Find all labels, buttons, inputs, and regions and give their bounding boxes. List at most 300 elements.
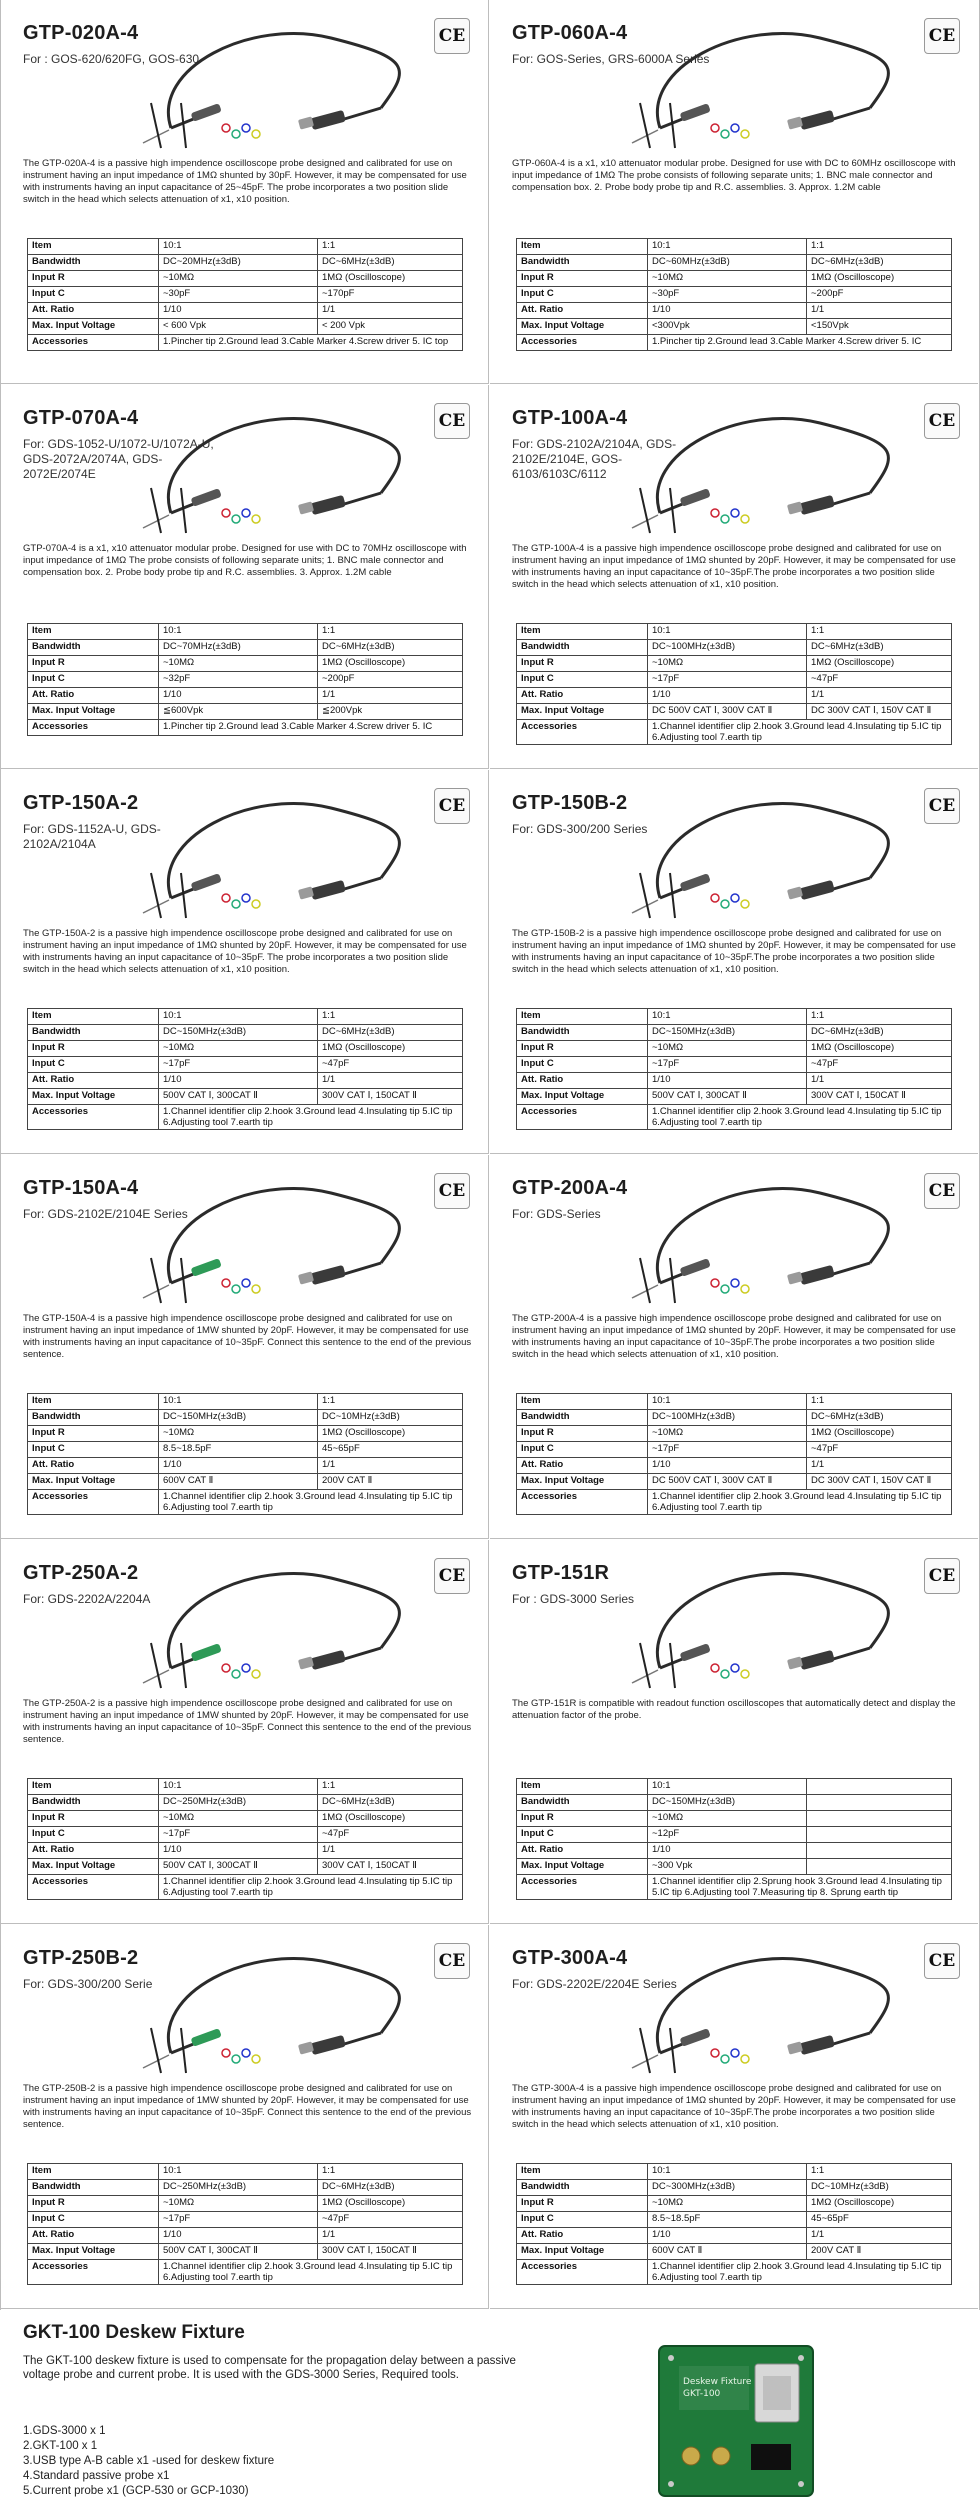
probe-compatibility: For: GDS-Series — [512, 1207, 601, 1221]
spec-row — [28, 704, 463, 720]
spec-label: Input R — [517, 1041, 648, 1057]
probe-photo — [620, 393, 910, 543]
spec-label: Input R — [28, 1811, 159, 1827]
spec-value-10-1: ~10MΩ — [159, 656, 318, 672]
spec-value-1-1: < 200 Vpk — [318, 319, 463, 335]
spec-label: Input C — [517, 2212, 648, 2228]
spec-value-10-1: 1/10 — [159, 303, 318, 319]
spec-value-10-1: 10:1 — [159, 1009, 318, 1025]
spec-row — [28, 2164, 463, 2180]
spec-value-10-1: DC 500V CAT Ⅰ, 300V CAT Ⅱ — [648, 1474, 807, 1490]
spec-value-10-1: DC~60MHz(±3dB) — [648, 255, 807, 271]
spec-value-10-1: DC~300MHz(±3dB) — [648, 2180, 807, 2196]
spec-table — [516, 238, 952, 351]
spec-label: Item — [28, 1394, 159, 1410]
spec-row — [517, 2180, 952, 2196]
spec-value-1-1 — [807, 1843, 952, 1859]
spec-label: Input R — [517, 271, 648, 287]
spec-row — [28, 1041, 463, 1057]
probe-description: The GTP-150A-2 is a passive high impendence oscilloscope probe designed and calibrated for use on instrument having an input impedance of 1MΩ shunted by 20pF. However, it may be compensated for use with instruments having an input capacitance of 10~35pF. The probe incorporates a two position slide switch in the head which selects attenuation of x1, x10 position. — [23, 928, 467, 975]
spec-row — [517, 1458, 952, 1474]
spec-label: Bandwidth — [28, 1795, 159, 1811]
spec-value-1-1: 1/1 — [318, 2228, 463, 2244]
spec-row — [28, 1843, 463, 1859]
spec-value-10-1: 1/10 — [159, 1458, 318, 1474]
spec-value-10-1: 1/10 — [159, 2228, 318, 2244]
spec-row — [28, 2228, 463, 2244]
probe-description: The GTP-100A-4 is a passive high impendence oscilloscope probe designed and calibrated for use on instrument having an input impedance of 1MΩ shunted by 20pF. However, it may be compensated for use with instruments having an input capacitance of 10~35pF.The probe incorporates a two position slide switch in the head which selects attenuation of x1, x10 position. — [512, 543, 956, 590]
gkt-tool-item: 2.GKT-100 x 1 — [23, 2440, 98, 2452]
spec-row — [517, 2164, 952, 2180]
spec-row — [517, 2244, 952, 2260]
spec-value-10-1: DC~70MHz(±3dB) — [159, 640, 318, 656]
probe-card — [490, 0, 978, 384]
spec-label: Att. Ratio — [517, 1073, 648, 1089]
probe-description: GTP-060A-4 is a x1, x10 attenuator modular probe. Designed for use with DC to 60MHz oscilloscope with input impedance of 1MΩ The probe consists of following separate units; 1. BNC male connector and compensation box. 2. Probe body probe tip and R.C. assemblies. 3. Approx. 1.2M cable — [512, 158, 956, 193]
spec-value-10-1: DC~250MHz(±3dB) — [159, 2180, 318, 2196]
spec-row — [28, 1089, 463, 1105]
probe-description: The GTP-200A-4 is a passive high impendence oscilloscope probe designed and calibrated for use on instrument having an input impedance of 1MΩ shunted by 20pF. However, it may be compensated for use with instruments having an input capacitance of 10~35pF.The probe incorporates a two position slide switch in the head which selects attenuation of x1, x10 position. — [512, 1313, 956, 1360]
spec-value-10-1: ~12pF — [648, 1827, 807, 1843]
spec-value-1-1: 1/1 — [807, 1073, 952, 1089]
spec-row — [517, 255, 952, 271]
spec-row — [28, 640, 463, 656]
spec-value-1-1: 1/1 — [807, 2228, 952, 2244]
spec-label: Accessories — [28, 720, 159, 736]
spec-value-1-1: 300V CAT Ⅰ, 150CAT Ⅱ — [807, 1089, 952, 1105]
spec-table — [27, 623, 463, 736]
probe-card — [1, 1540, 489, 1924]
spec-row — [517, 1394, 952, 1410]
probe-card — [1, 1925, 489, 2309]
spec-value-1-1: 1/1 — [807, 303, 952, 319]
spec-value-1-1: DC 300V CAT Ⅰ, 150V CAT Ⅱ — [807, 1474, 952, 1490]
spec-row — [28, 1474, 463, 1490]
probe-title: GTP-060A-4 — [512, 22, 628, 44]
spec-label: Input R — [28, 271, 159, 287]
probe-description: The GTP-151R is compatible with readout function oscilloscopes that automatically detect and display the attenuation factor of the probe. — [512, 1698, 956, 1721]
spec-label: Input C — [517, 1057, 648, 1073]
spec-label: Max. Input Voltage — [517, 704, 648, 720]
spec-value-10-1: 500V CAT Ⅰ, 300CAT Ⅱ — [648, 1089, 807, 1105]
spec-value-1-1: 1MΩ (Oscilloscope) — [318, 1426, 463, 1442]
spec-value-1-1: DC~6MHz(±3dB) — [807, 1410, 952, 1426]
spec-value-10-1: 1/10 — [159, 1843, 318, 1859]
spec-row — [28, 1025, 463, 1041]
spec-row — [517, 303, 952, 319]
spec-row — [28, 1490, 463, 1515]
spec-value-1-1: 1MΩ (Oscilloscope) — [807, 2196, 952, 2212]
spec-value-1-1: ~47pF — [318, 1057, 463, 1073]
spec-accessories: 1.Channel identifier clip 2.hook 3.Ground lead 4.Insulating tip 5.IC tip 6.Adjusting tool 7.earth tip — [159, 1875, 463, 1900]
spec-value-10-1: ≦600Vpk — [159, 704, 318, 720]
spec-label: Input C — [517, 672, 648, 688]
spec-row — [28, 720, 463, 736]
spec-row — [28, 319, 463, 335]
probe-compatibility: For: GDS-1152A-U, GDS-2102A/2104A — [23, 822, 161, 851]
probe-photo — [620, 1548, 910, 1698]
spec-row — [28, 1057, 463, 1073]
spec-value-10-1: DC~150MHz(±3dB) — [648, 1025, 807, 1041]
probe-card — [490, 770, 978, 1154]
spec-value-1-1: 1MΩ (Oscilloscope) — [807, 1041, 952, 1057]
spec-row — [517, 1474, 952, 1490]
spec-value-1-1: 200V CAT Ⅱ — [807, 2244, 952, 2260]
spec-value-10-1: 1/10 — [159, 1073, 318, 1089]
spec-value-1-1: 1MΩ (Oscilloscope) — [318, 2196, 463, 2212]
spec-value-10-1: 500V CAT Ⅰ, 300CAT Ⅱ — [159, 1859, 318, 1875]
spec-row — [28, 1410, 463, 1426]
spec-label: Max. Input Voltage — [517, 1474, 648, 1490]
spec-value-10-1: ~17pF — [648, 1057, 807, 1073]
spec-row — [517, 1859, 952, 1875]
gkt-100-section — [1, 2312, 977, 2516]
spec-value-1-1: 1:1 — [807, 1009, 952, 1025]
spec-row — [517, 287, 952, 303]
spec-value-1-1: 1MΩ (Oscilloscope) — [807, 1426, 952, 1442]
spec-row — [28, 1426, 463, 1442]
spec-label: Att. Ratio — [517, 303, 648, 319]
spec-value-1-1: ~200pF — [318, 672, 463, 688]
spec-label: Accessories — [517, 2260, 648, 2285]
probe-description: The GTP-150B-2 is a passive high impendence oscilloscope probe designed and calibrated for use on instrument having an input impedance of 1MΩ shunted by 20pF. However, it may be compensated for use with instruments having an input capacitance of 10~35pF.The probe incorporates a two position slide switch in the head which selects attenuation of x1, x10 position. — [512, 928, 956, 975]
probe-compatibility: For: GDS-300/200 Serie — [23, 1977, 153, 1991]
spec-value-1-1 — [807, 1811, 952, 1827]
spec-row — [517, 2196, 952, 2212]
spec-value-10-1: DC~100MHz(±3dB) — [648, 640, 807, 656]
spec-label: Input C — [28, 287, 159, 303]
spec-row — [28, 2180, 463, 2196]
spec-value-1-1 — [807, 1795, 952, 1811]
spec-value-10-1: 1/10 — [648, 1458, 807, 1474]
spec-value-1-1: 1MΩ (Oscilloscope) — [318, 1041, 463, 1057]
probe-photo — [620, 1163, 910, 1313]
spec-value-1-1 — [807, 1827, 952, 1843]
spec-label: Bandwidth — [517, 1410, 648, 1426]
gkt-tool-item: 1.GDS-3000 x 1 — [23, 2425, 106, 2437]
spec-table — [27, 238, 463, 351]
spec-row — [517, 1041, 952, 1057]
deskew-fixture-board-image — [651, 2336, 821, 2506]
spec-label: Bandwidth — [28, 1410, 159, 1426]
spec-label: Input C — [28, 1827, 159, 1843]
spec-label: Max. Input Voltage — [28, 704, 159, 720]
spec-label: Accessories — [517, 1875, 648, 1900]
spec-row — [28, 2212, 463, 2228]
probe-photo — [131, 393, 421, 543]
spec-table — [516, 1393, 952, 1515]
spec-label: Accessories — [517, 1105, 648, 1130]
spec-value-10-1: ~17pF — [648, 1442, 807, 1458]
spec-label: Att. Ratio — [28, 1843, 159, 1859]
spec-value-1-1: ~47pF — [807, 1057, 952, 1073]
spec-value-1-1 — [807, 1779, 952, 1795]
spec-value-10-1: DC~20MHz(±3dB) — [159, 255, 318, 271]
spec-value-1-1: 1:1 — [807, 1394, 952, 1410]
probe-compatibility: For: GDS-300/200 Series — [512, 822, 648, 836]
probe-card — [490, 1540, 978, 1924]
spec-value-10-1: ~10MΩ — [159, 1811, 318, 1827]
spec-row — [517, 1811, 952, 1827]
spec-value-10-1: < 600 Vpk — [159, 319, 318, 335]
spec-label: Item — [28, 239, 159, 255]
probe-title: GTP-151R — [512, 1562, 610, 1584]
spec-label: Accessories — [28, 1875, 159, 1900]
spec-value-1-1: 1/1 — [318, 688, 463, 704]
spec-label: Max. Input Voltage — [517, 1859, 648, 1875]
spec-row — [28, 672, 463, 688]
spec-accessories: 1.Channel identifier clip 2.Sprung hook 3.Ground lead 4.Insulating tip 5.IC tip 6.Adjusting tool 7.Measuring tip 8. Sprung earth tip — [648, 1875, 952, 1900]
probe-compatibility: For : GDS-3000 Series — [512, 1592, 635, 1606]
spec-label: Accessories — [517, 1490, 648, 1515]
spec-value-10-1: 1/10 — [648, 1843, 807, 1859]
spec-value-10-1: ~30pF — [648, 287, 807, 303]
spec-value-1-1: DC~6MHz(±3dB) — [807, 1025, 952, 1041]
spec-label: Bandwidth — [28, 2180, 159, 2196]
spec-value-1-1: 1/1 — [318, 303, 463, 319]
spec-value-10-1: 8.5~18.5pF — [648, 2212, 807, 2228]
spec-value-10-1: 1/10 — [648, 2228, 807, 2244]
spec-value-10-1: ~10MΩ — [648, 1811, 807, 1827]
spec-label: Bandwidth — [517, 2180, 648, 2196]
spec-label: Max. Input Voltage — [28, 319, 159, 335]
spec-label: Item — [517, 1779, 648, 1795]
board-label-1: Deskew Fixture — [683, 2377, 752, 2387]
spec-row — [517, 1105, 952, 1130]
spec-value-10-1: 10:1 — [648, 239, 807, 255]
spec-row — [517, 1827, 952, 1843]
spec-value-10-1: ~10MΩ — [648, 656, 807, 672]
spec-label: Att. Ratio — [28, 2228, 159, 2244]
probe-compatibility: For: GOS-Series, GRS-6000A Series — [512, 52, 710, 66]
spec-table — [516, 1778, 952, 1900]
probe-description: The GTP-250B-2 is a passive high impendence oscilloscope probe designed and calibrated for use on instrument having an input impedance of 1MW shunted by 20pF. However, it may be compensated for use with instruments having an input capacitance of 10~35pF. Connect this sentence to the end of the previous sentence. — [23, 2083, 472, 2130]
spec-value-1-1: DC~6MHz(±3dB) — [807, 255, 952, 271]
probe-compatibility: For: GDS-2202A/2204A — [23, 1592, 151, 1606]
probe-card — [490, 1925, 978, 2309]
probe-photo — [131, 1163, 421, 1313]
spec-value-1-1: DC~6MHz(±3dB) — [318, 255, 463, 271]
spec-value-10-1: 1/10 — [648, 303, 807, 319]
spec-label: Accessories — [517, 720, 648, 745]
spec-label: Item — [28, 1779, 159, 1795]
spec-value-1-1: 300V CAT Ⅰ, 150CAT Ⅱ — [318, 1859, 463, 1875]
spec-label: Att. Ratio — [517, 1843, 648, 1859]
gkt-description: The GKT-100 deskew fixture is used to compensate for the propagation delay between a passive voltage probe and current probe. It is used with the GDS-3000 Series, Required tools. — [23, 2355, 516, 2381]
ce-mark-icon: CE — [924, 1943, 960, 1979]
spec-row — [517, 704, 952, 720]
spec-value-1-1: <150Vpk — [807, 319, 952, 335]
spec-label: Max. Input Voltage — [28, 1089, 159, 1105]
spec-row — [28, 2244, 463, 2260]
probe-compatibility: For : GOS-620/620FG, GOS-630 — [23, 52, 200, 66]
spec-value-10-1: 600V CAT Ⅱ — [648, 2244, 807, 2260]
spec-row — [517, 1410, 952, 1426]
spec-label: Max. Input Voltage — [517, 319, 648, 335]
spec-value-10-1: 10:1 — [159, 239, 318, 255]
probe-title: GTP-070A-4 — [23, 407, 139, 429]
spec-row — [28, 624, 463, 640]
probe-description: The GTP-150A-4 is a passive high impendence oscilloscope probe designed and calibrated for use on instrument having an input impedance of 1MW shunted by 20pF. However, it may be compensated for use with instruments having an input capacitance of 10~35pF. Connect this sentence to the end of the previous sentence. — [23, 1313, 472, 1360]
probe-compatibility: For: GDS-2102A/2104A, GDS-2102E/2104E, GOS-6103/6103C/6112 — [512, 437, 677, 481]
spec-row — [28, 1859, 463, 1875]
spec-row — [517, 1490, 952, 1515]
board-label-2: GKT-100 — [683, 2389, 721, 2399]
ce-mark-icon: CE — [434, 1173, 470, 1209]
spec-label: Input R — [28, 1426, 159, 1442]
spec-value-1-1: DC 300V CAT Ⅰ, 150V CAT Ⅱ — [807, 704, 952, 720]
probe-compatibility: For: GDS-2102E/2104E Series — [23, 1207, 188, 1221]
spec-label: Accessories — [28, 2260, 159, 2285]
spec-label: Input C — [28, 2212, 159, 2228]
spec-label: Bandwidth — [28, 255, 159, 271]
spec-value-1-1: 45~65pF — [318, 1442, 463, 1458]
spec-row — [28, 1442, 463, 1458]
spec-accessories: 1.Channel identifier clip 2.hook 3.Ground lead 4.Insulating tip 5.IC tip 6.Adjusting tool 7.earth tip — [159, 1490, 463, 1515]
spec-label: Accessories — [517, 335, 648, 351]
spec-label: Input C — [28, 672, 159, 688]
probe-description: The GTP-300A-4 is a passive high impendence oscilloscope probe designed and calibrated for use on instrument having an input impedance of 1MΩ shunted by 20pF. However, it may be compensated for use with instruments having an input capacitance of 10~35pF.The probe incorporates a two position slide switch in the head which selects attenuation of x1, x10 position. — [512, 2083, 956, 2130]
spec-label: Input C — [517, 1827, 648, 1843]
spec-value-1-1: 300V CAT Ⅰ, 150CAT Ⅱ — [318, 1089, 463, 1105]
spec-value-10-1: ~10MΩ — [159, 2196, 318, 2212]
spec-value-1-1: DC~6MHz(±3dB) — [318, 2180, 463, 2196]
spec-row — [517, 1057, 952, 1073]
spec-value-1-1: DC~10MHz(±3dB) — [807, 2180, 952, 2196]
spec-table — [27, 1393, 463, 1515]
spec-row — [28, 2196, 463, 2212]
spec-accessories: 1.Channel identifier clip 2.hook 3.Ground lead 4.Insulating tip 5.IC tip 6.Adjusting tool 7.earth tip — [648, 2260, 952, 2285]
spec-accessories: 1.Channel identifier clip 2.hook 3.Ground lead 4.Insulating tip 5.IC tip 6.Adjusting tool 7.earth tip — [648, 720, 952, 745]
spec-value-1-1: 1MΩ (Oscilloscope) — [807, 656, 952, 672]
spec-row — [517, 1089, 952, 1105]
spec-value-1-1: 1:1 — [318, 239, 463, 255]
spec-value-1-1: DC~6MHz(±3dB) — [807, 640, 952, 656]
spec-label: Input R — [517, 656, 648, 672]
probe-card — [490, 385, 978, 769]
spec-value-1-1: ~47pF — [807, 672, 952, 688]
spec-value-1-1 — [807, 1859, 952, 1875]
spec-value-10-1: ~30pF — [159, 287, 318, 303]
spec-accessories: 1.Channel identifier clip 2.hook 3.Ground lead 4.Insulating tip 5.IC tip 6.Adjusting tool 7.earth tip — [159, 2260, 463, 2285]
spec-accessories: 1.Pincher tip 2.Ground lead 3.Cable Marker 4.Screw driver 5. IC — [648, 335, 952, 351]
spec-row — [517, 1073, 952, 1089]
gkt-required-tools-list — [23, 2424, 274, 2499]
spec-value-1-1: 1:1 — [807, 239, 952, 255]
spec-label: Input C — [28, 1057, 159, 1073]
probe-photo — [131, 778, 421, 928]
spec-value-1-1: ≦200Vpk — [318, 704, 463, 720]
spec-value-1-1: 1MΩ (Oscilloscope) — [807, 271, 952, 287]
spec-value-10-1: 10:1 — [648, 2164, 807, 2180]
spec-label: Item — [517, 1394, 648, 1410]
spec-row — [28, 1779, 463, 1795]
spec-accessories: 1.Pincher tip 2.Ground lead 3.Cable Marker 4.Screw driver 5. IC — [159, 720, 463, 736]
gkt-tool-item: 4.Standard passive probe x1 — [23, 2470, 170, 2482]
probe-card — [1, 385, 489, 769]
spec-value-1-1: 1MΩ (Oscilloscope) — [318, 656, 463, 672]
spec-label: Input C — [517, 287, 648, 303]
spec-value-10-1: 10:1 — [159, 624, 318, 640]
ce-mark-icon: CE — [434, 403, 470, 439]
spec-value-1-1: 300V CAT Ⅰ, 150CAT Ⅱ — [318, 2244, 463, 2260]
probe-photo — [620, 778, 910, 928]
spec-value-10-1: DC~150MHz(±3dB) — [159, 1410, 318, 1426]
spec-row — [28, 656, 463, 672]
spec-label: Item — [28, 1009, 159, 1025]
spec-label: Accessories — [28, 1105, 159, 1130]
spec-row — [517, 1875, 952, 1900]
spec-table — [27, 1008, 463, 1130]
probe-card — [490, 1155, 978, 1539]
spec-value-1-1: 1MΩ (Oscilloscope) — [318, 1811, 463, 1827]
spec-label: Item — [517, 239, 648, 255]
spec-value-1-1: 1:1 — [318, 1009, 463, 1025]
spec-value-10-1: DC~100MHz(±3dB) — [648, 1410, 807, 1426]
spec-row — [28, 688, 463, 704]
spec-row — [517, 720, 952, 745]
spec-value-1-1: 1:1 — [318, 624, 463, 640]
spec-value-10-1: 600V CAT Ⅱ — [159, 1474, 318, 1490]
probe-title: GTP-150B-2 — [512, 792, 628, 814]
spec-label: Max. Input Voltage — [28, 1474, 159, 1490]
spec-value-1-1: 1/1 — [318, 1458, 463, 1474]
spec-value-1-1: ~200pF — [807, 287, 952, 303]
spec-table — [516, 623, 952, 745]
spec-value-10-1: DC 500V CAT Ⅰ, 300V CAT Ⅱ — [648, 704, 807, 720]
spec-value-1-1: ~170pF — [318, 287, 463, 303]
spec-value-1-1: 1MΩ (Oscilloscope) — [318, 271, 463, 287]
spec-row — [517, 2228, 952, 2244]
ce-mark-icon: CE — [924, 1173, 960, 1209]
spec-value-10-1: 500V CAT Ⅰ, 300CAT Ⅱ — [159, 1089, 318, 1105]
spec-value-1-1: ~47pF — [807, 1442, 952, 1458]
probe-card — [1, 1155, 489, 1539]
probe-compatibility: For: GDS-1052-U/1072-U/1072A-U, GDS-2072A/2074A, GDS-2072E/2074E — [23, 437, 214, 481]
spec-value-10-1: ~17pF — [159, 1827, 318, 1843]
spec-value-10-1: ~10MΩ — [648, 1426, 807, 1442]
spec-value-1-1: 1:1 — [807, 624, 952, 640]
spec-accessories: 1.Channel identifier clip 2.hook 3.Ground lead 4.Insulating tip 5.IC tip 6.Adjusting tool 7.earth tip — [648, 1105, 952, 1130]
spec-row — [517, 1009, 952, 1025]
ce-mark-icon: CE — [434, 1943, 470, 1979]
probe-title: GTP-150A-4 — [23, 1177, 139, 1199]
gkt-tool-item: 3.USB type A-B cable x1 -used for deskew fixture — [23, 2455, 275, 2467]
spec-accessories: 1.Pincher tip 2.Ground lead 3.Cable Marker 4.Screw driver 5. IC top — [159, 335, 463, 351]
spec-row — [28, 303, 463, 319]
probe-card — [1, 770, 489, 1154]
spec-table — [27, 1778, 463, 1900]
spec-table — [516, 1008, 952, 1130]
spec-row — [28, 1827, 463, 1843]
probe-card — [1, 0, 489, 384]
probe-title: GTP-200A-4 — [512, 1177, 628, 1199]
probe-description: The GTP-250A-2 is a passive high impendence oscilloscope probe designed and calibrated for use on instrument having an input impedance of 1MW shunted by 20pF. However, it may be compensated for use with instruments having an input capacitance of 10~35pF. Connect this sentence to the end of the previous sentence. — [23, 1698, 472, 1745]
spec-value-10-1: 1/10 — [159, 688, 318, 704]
probe-title: GTP-150A-2 — [23, 792, 139, 814]
spec-value-10-1: 500V CAT Ⅰ, 300CAT Ⅱ — [159, 2244, 318, 2260]
spec-label: Input R — [28, 2196, 159, 2212]
spec-row — [517, 1843, 952, 1859]
spec-row — [517, 688, 952, 704]
spec-row — [517, 640, 952, 656]
spec-label: Input R — [517, 1811, 648, 1827]
spec-value-10-1: 10:1 — [159, 2164, 318, 2180]
spec-value-10-1: 10:1 — [159, 1779, 318, 1795]
spec-label: Bandwidth — [517, 255, 648, 271]
spec-label: Att. Ratio — [28, 1458, 159, 1474]
spec-value-10-1: 8.5~18.5pF — [159, 1442, 318, 1458]
